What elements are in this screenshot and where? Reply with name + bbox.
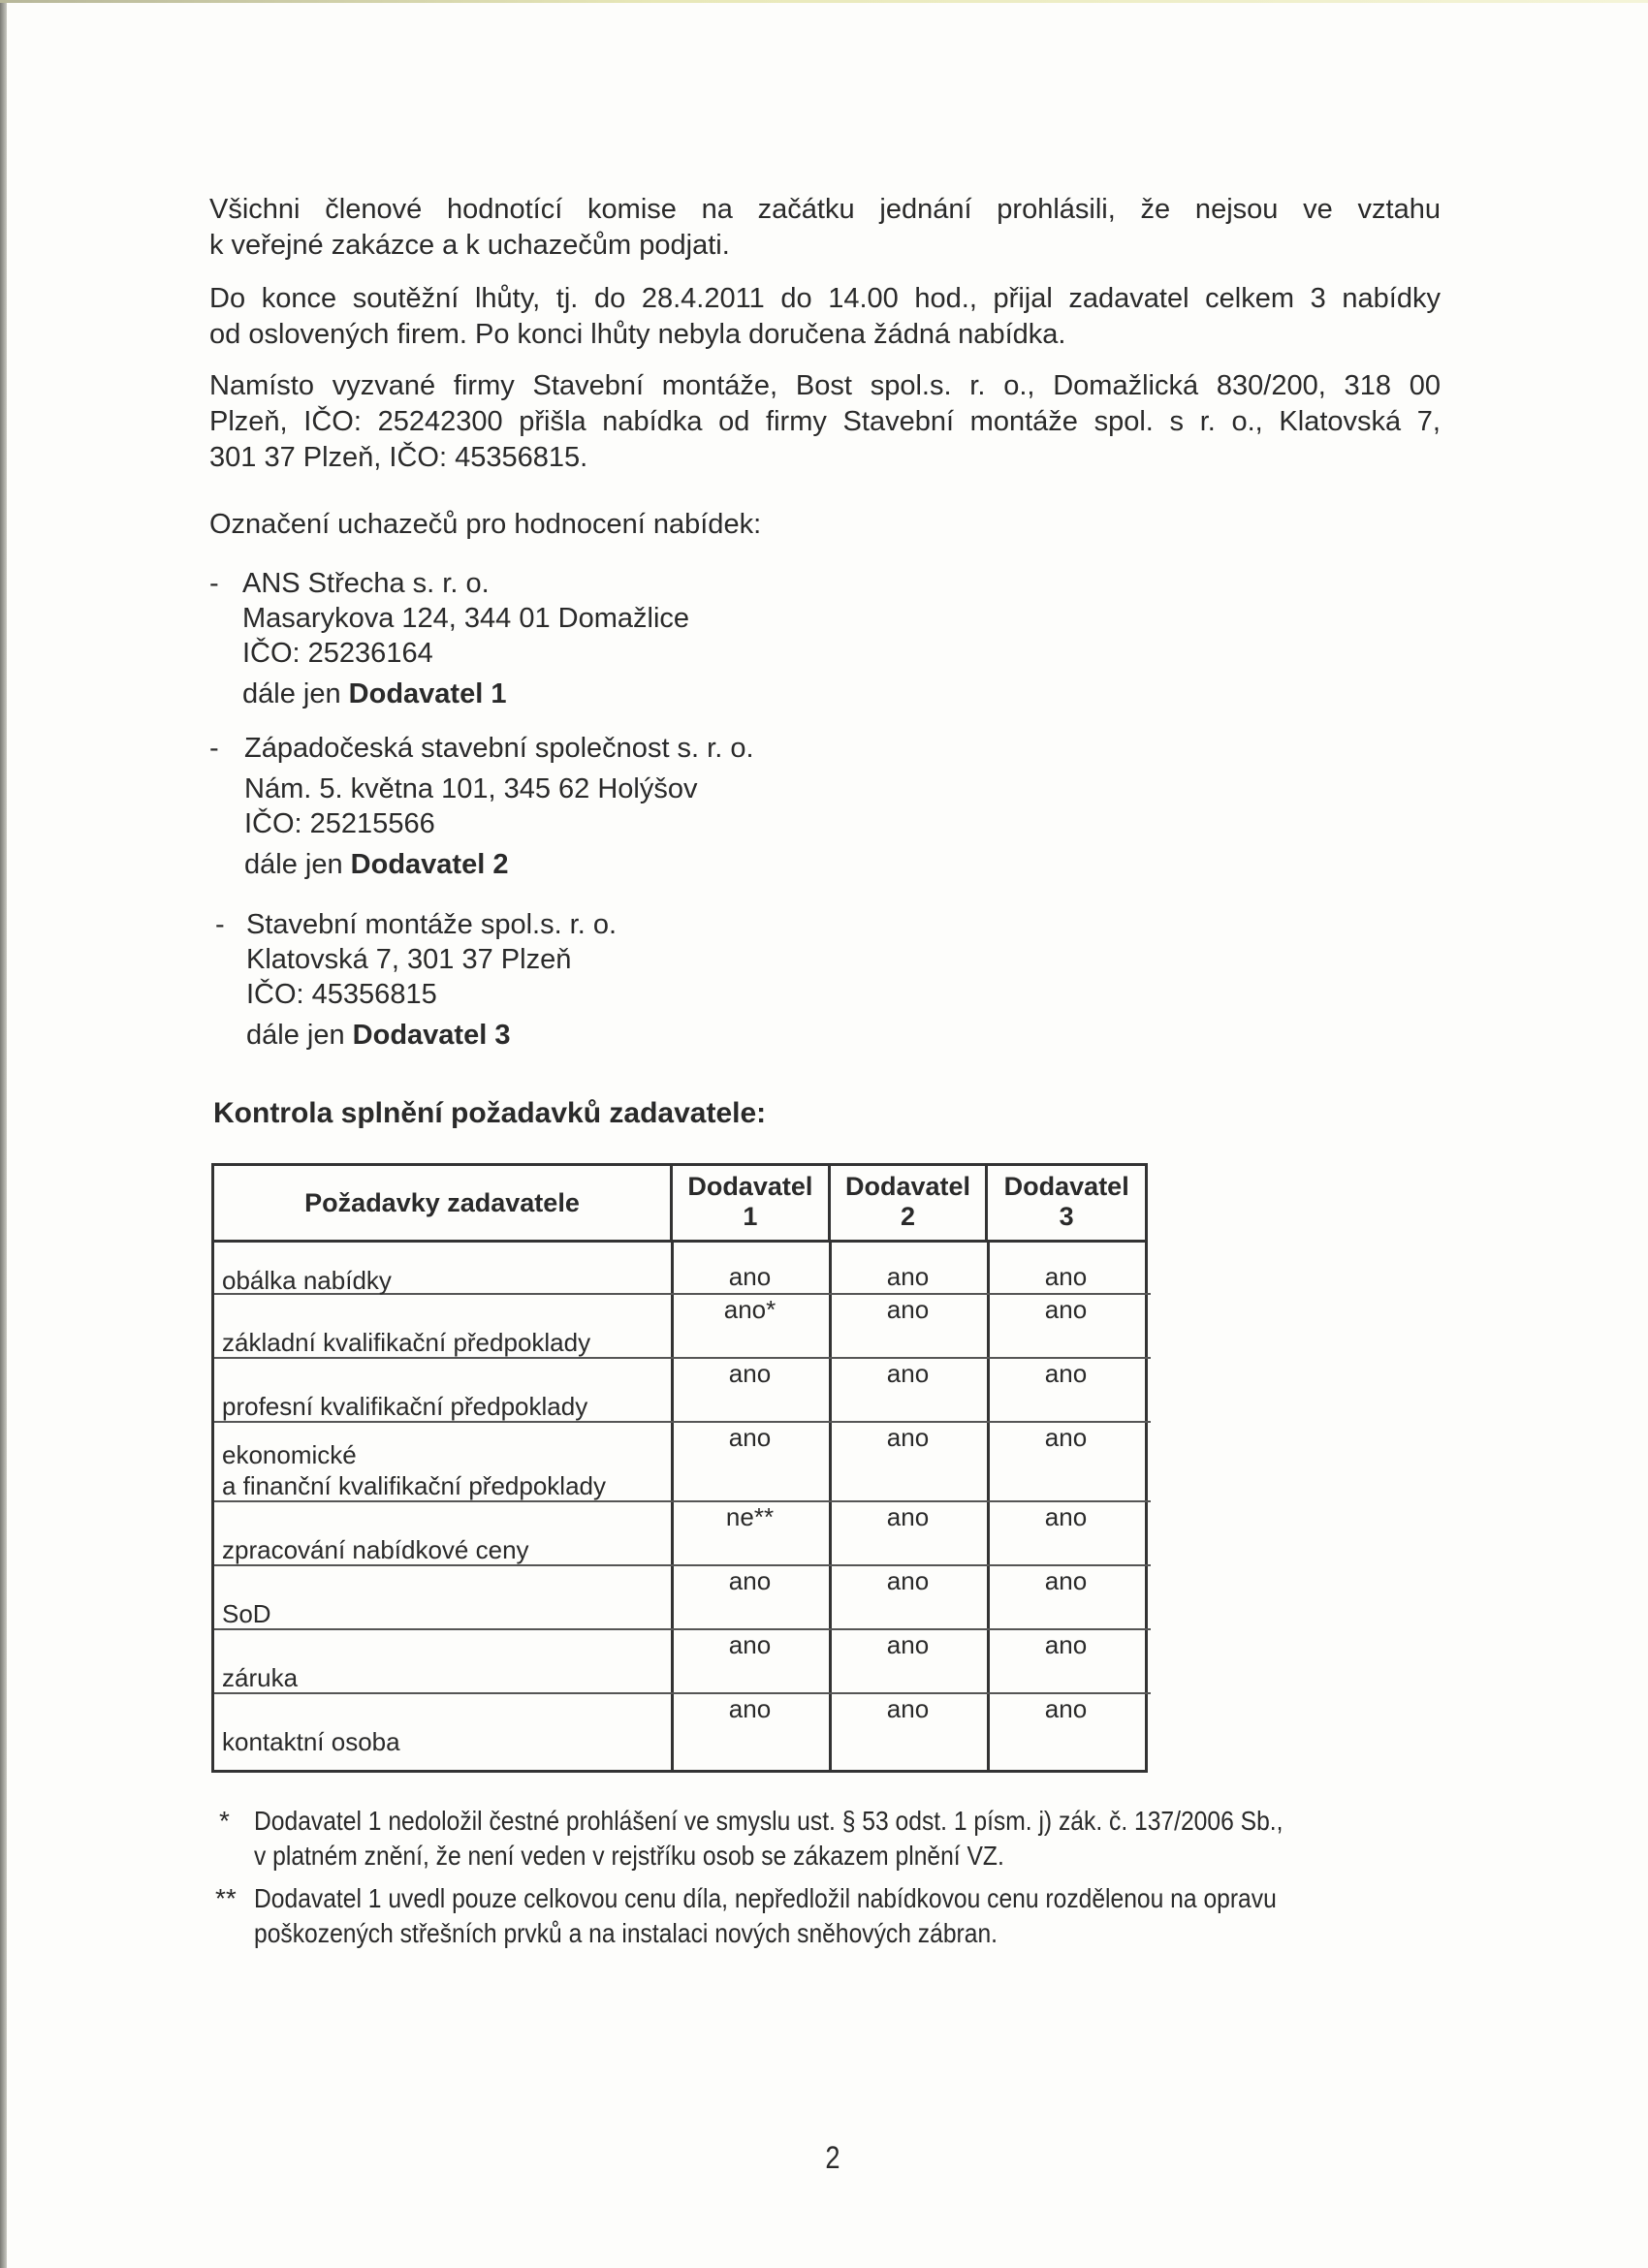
bidder-alias: Dodavatel 3 [352,1020,511,1051]
table-cell: ano [1044,1295,1088,1324]
bidder-alias-line [246,1018,1119,1053]
table-cell: ano [1044,1694,1088,1723]
paragraph-substitution [209,368,1441,476]
bidder-alias-line [244,847,1117,882]
table-header-row [214,1166,1145,1243]
header-line: 2 [901,1202,916,1231]
bidder-ico: IČO: 25236164 [242,638,433,669]
bidder-alias-line [242,677,1115,711]
table-cell: ano [1044,1566,1088,1595]
table-cell: ano [1044,1630,1088,1659]
table-row-label: ekonomické [222,1440,357,1469]
table-cell: ano [886,1295,930,1324]
check-heading: Kontrola splnění požadavků zadavatele: [213,1097,767,1129]
table-cell: ano [886,1694,930,1723]
table-row-label: zpracování nabídkové ceny [222,1535,529,1564]
table-cell: ano [728,1630,772,1659]
bidder-entry [209,566,1082,721]
table-cell: ano [1044,1423,1088,1452]
footnote-2 [215,1882,1475,1960]
paragraph-line: 301 37 Plzeň, IČO: 45356815. [209,442,588,473]
alias-prefix: dále jen [242,678,341,709]
header-line: Dodavatel [687,1172,813,1201]
paragraph-line: Do konce soutěžní lhůty, tj. do 28.4.2011 do 14.00 hod., přijal zadavatel celkem 3 nabídky [209,283,1441,314]
bidder-name: Západočeská stavební společnost s. r. o. [244,733,754,764]
bidders-heading: Označení uchazečů pro hodnocení nabídek: [209,509,762,540]
paragraph-commission [209,192,1441,264]
bidder-name: Stavební montáže spol.s. r. o. [246,909,618,940]
page-number: 2 [825,2140,840,2175]
footnote-line: Dodavatel 1 nedoložil čestné prohlášení ve smyslu ust. § 53 odst. 1 písm. j) zák. č. 137/2006 Sb., [254,1806,1284,1836]
table-cell: ano [728,1262,772,1291]
footnote-mark: * [219,1806,230,1836]
bidder-address: Nám. 5. května 101, 345 62 Holýšov [244,773,698,804]
table-cell: ano [886,1502,930,1531]
paragraph-deadline [209,281,1441,353]
alias-prefix: dále jen [246,1020,345,1051]
table-row-label: základní kvalifikační předpoklady [222,1328,591,1357]
bidder-entry [215,907,1088,1062]
table-cell: ano [728,1566,772,1595]
table-body [214,1243,1145,1770]
header-line: 3 [1059,1202,1074,1231]
paragraph-line: od oslovených firem. Po konci lhůty nebyla doručena žádná nabídka. [209,319,1066,350]
paragraph-line: Namísto vyzvané firmy Stavební montáže, Bost spol.s. r. o., Domažlická 830/200, 318 00 [209,370,1441,401]
table-cell: ano* [723,1295,776,1324]
footnote-1 [215,1805,1475,1882]
paragraph-line: k veřejné zakázce a k uchazečům podjati. [209,230,730,261]
bidder-ico: IČO: 45356815 [246,979,437,1010]
table-cell: ano [728,1694,772,1723]
table-cell: ano [886,1423,930,1452]
alias-prefix: dále jen [244,849,343,880]
table-cell: ano [1044,1359,1088,1388]
table-cell: ano [886,1262,930,1291]
table-cell: ano [886,1566,930,1595]
header-line: 1 [743,1202,758,1231]
table-cell: ano [728,1359,772,1388]
footnote-mark: ** [215,1883,237,1913]
paragraph-line: Plzeň, IČO: 25242300 přišla nabídka od firmy Stavební montáže spol. s r. o., Klatovská 7, [209,406,1441,437]
paragraph-line: Všichni členové hodnotící komise na začátku jednání prohlásili, že nejsou ve vztahu [209,194,1441,225]
list-dash: - [209,733,219,764]
bidder-name: ANS Střecha s. r. o. [242,568,490,599]
footnote-line: Dodavatel 1 uvedl pouze celkovou cenu díla, nepředložil nabídkovou cenu rozdělenou na opravu [254,1883,1277,1913]
table-row-label: kontaktní osoba [222,1727,400,1756]
table-cell: ano [886,1359,930,1388]
table-row-label: a finanční kvalifikační předpoklady [222,1471,607,1500]
bidder-alias: Dodavatel 2 [350,849,509,880]
bidder-address: Masarykova 124, 344 01 Domažlice [242,603,690,634]
table-header-supplier-2 [831,1166,989,1240]
bidder-alias: Dodavatel 1 [348,678,507,709]
bidder-ico: IČO: 25215566 [244,808,435,839]
table-cell: ano [1044,1262,1088,1291]
list-dash: - [209,568,219,599]
bidder-entry [209,731,1082,886]
table-cell: ano [728,1423,772,1452]
bidder-address: Klatovská 7, 301 37 Plzeň [246,944,572,975]
header-line: Dodavatel [1003,1172,1129,1201]
table-cell: ano [886,1630,930,1659]
table-cell: ano [1044,1502,1088,1531]
requirements-table [211,1163,1148,1773]
header-line: Dodavatel [845,1172,971,1201]
footnote-line: poškozených střešních prvků a na instalaci nových sněhových zábran. [254,1918,998,1948]
table-row-label: profesní kvalifikační předpoklady [222,1392,588,1421]
table-row-label: obálka nabídky [222,1266,392,1295]
list-dash: - [215,909,225,940]
table-row-label: záruka [222,1663,299,1692]
table-row-label: SoD [222,1599,271,1628]
table-header-requirements: Požadavky zadavatele [214,1166,673,1240]
table-header-supplier-1 [673,1166,831,1240]
table-cell: ne** [725,1502,775,1531]
footnote-line: v platném znění, že není veden v rejstříku osob se zákazem plnění VZ. [254,1841,1004,1871]
table-header-supplier-3 [988,1166,1145,1240]
